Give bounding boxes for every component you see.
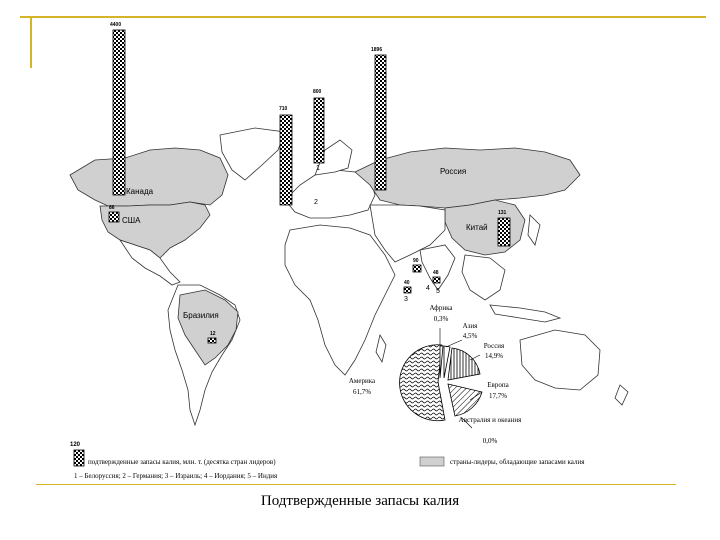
country-label-brazil: Бразилия xyxy=(183,311,219,320)
pie-slice-africa xyxy=(440,346,443,378)
country-label-usa: США xyxy=(122,216,141,225)
marker-4: 4 xyxy=(426,285,430,292)
legend-region-swatch xyxy=(420,457,444,466)
usa-shape xyxy=(100,202,210,258)
reserve-bar-jordan xyxy=(404,287,411,293)
reserve-bar-israel xyxy=(413,265,421,272)
reserve-bar-germany xyxy=(280,115,292,205)
reserve-bar-usa xyxy=(109,212,119,222)
country-label-china: Китай xyxy=(466,223,488,232)
greenland-shape xyxy=(220,128,285,180)
map-legend xyxy=(70,442,585,480)
reserve-bar-india xyxy=(433,277,440,283)
marker-5: 5 xyxy=(436,288,440,295)
country-label-canada: Канада xyxy=(126,187,154,196)
japan-shape xyxy=(528,215,540,245)
australia-shape xyxy=(520,330,600,390)
pie-pct-africa: 0,3% xyxy=(433,315,449,323)
pie-slice-europe xyxy=(448,384,482,416)
reserve-value-china: 131 xyxy=(498,210,507,216)
pie-pct-oceania: 0,0% xyxy=(482,437,498,445)
legend-region-text: страны-лидеры, обладающие запасами калия xyxy=(450,458,585,466)
legend-scale-value: 120 xyxy=(70,442,81,448)
pie-slice-america xyxy=(400,345,445,421)
pie-label-russia: Россия xyxy=(483,342,505,350)
marker-2: 2 xyxy=(314,199,318,206)
reserve-value-brazil: 12 xyxy=(210,331,216,337)
marker-1: 1 xyxy=(316,165,320,172)
reserve-bar-china xyxy=(498,218,510,246)
legend-bar-text: подтвержденные запасы калия, млн. т. (десятка стран лидеров) xyxy=(88,458,276,466)
reserve-bar-russia xyxy=(375,55,386,190)
canada-shape xyxy=(70,148,228,206)
madagascar-shape xyxy=(376,335,386,362)
new-zealand-shape xyxy=(615,385,628,405)
reserve-value-jordan: 40 xyxy=(404,280,410,286)
russia-shape xyxy=(355,148,580,208)
se-asia-shape xyxy=(462,255,505,300)
marker-3: 3 xyxy=(404,296,408,303)
pie-pct-america: 61,7% xyxy=(352,388,372,396)
reserve-value-germany: 710 xyxy=(279,106,288,112)
pie-label-asia: Азия xyxy=(462,322,478,330)
legend-numbered-list: 1 – Белоруссия; 2 – Германия; 3 – Израиль; 4 – Иордания; 5 – Индия xyxy=(74,472,278,480)
pie-slice-russia xyxy=(448,348,480,380)
country-label-russia: Россия xyxy=(440,167,467,176)
pie-pct-russia: 14,9% xyxy=(484,352,504,360)
pie-label-africa: Африка xyxy=(429,304,453,312)
reserve-bar-brazil xyxy=(208,338,216,343)
reserve-value-belarus: 800 xyxy=(313,89,322,95)
pie-label-america: Америка xyxy=(348,377,376,385)
pie-pct-europe: 17,7% xyxy=(488,392,508,400)
pie-label-oceania: Австралия и океания xyxy=(458,416,522,424)
reserve-value-israel: 90 xyxy=(413,258,419,264)
pie-label-europe: Европа xyxy=(487,381,509,389)
pie-pct-asia: 4,5% xyxy=(462,332,478,340)
slide-caption: Подтвержденные запасы калия xyxy=(260,493,460,509)
legend-bar-swatch xyxy=(74,450,84,466)
reserve-bar-canada xyxy=(113,30,125,195)
reserve-value-canada: 4400 xyxy=(110,22,122,28)
regional-share-pie xyxy=(400,345,482,421)
indonesia-shape xyxy=(490,305,560,322)
reserve-value-usa: 86 xyxy=(109,205,115,211)
reserve-bar-belarus xyxy=(314,98,324,163)
reserve-value-russia: 1896 xyxy=(371,47,383,53)
reserve-value-india: 48 xyxy=(433,270,439,276)
